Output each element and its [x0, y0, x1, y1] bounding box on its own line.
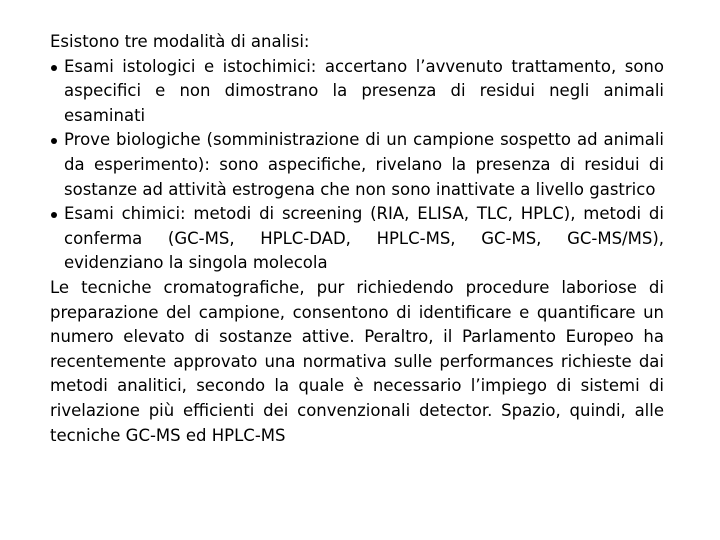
- slide-content: [50, 30, 664, 448]
- list-item: [50, 128, 664, 202]
- list-item: [50, 55, 664, 129]
- bullet-dot-icon: [51, 138, 57, 144]
- intro-text: Esistono tre modalità di analisi:: [50, 32, 310, 51]
- bullet-dot-icon: [51, 65, 57, 71]
- list-item-text: Esami chimici: metodi di screening (RIA, ELISA, TLC, HPLC), metodi di conferma (GC-MS, HPLC-DAD, HPLC-MS, GC-MS, GC-MS/MS), evidenziano la singola molecola: [64, 204, 664, 273]
- list-item: [50, 202, 664, 276]
- analysis-list: [50, 55, 664, 276]
- bullet-dot-icon: [51, 212, 57, 218]
- list-item-text: Esami istologici e istochimici: accertano l’avvenuto trattamento, sono aspecifici e non dimostrano la presenza di residui negli animali esaminati: [64, 56, 664, 125]
- list-item-text: Prove biologiche (somministrazione di un campione sospetto ad animali da esperimento): sono aspecifiche, rivelano la presenza di residui di sostanze ad attività estrogena che non sono inattivate a livello gastrico: [64, 130, 664, 199]
- body-paragraph: Le tecniche cromatografiche, pur richiedendo procedure laboriose di preparazione del campione, consentono di identificare e quantificare un numero elevato di sostanze attive. Peraltro, il Parlamento Europeo ha recentemente approvato una normativa sulle performances richieste dai metodi analitici, secondo la quale è necessario l’impiego di sistemi di rivelazione più efficienti dei convenzionali detector. Spazio, quindi, alle tecniche GC-MS ed HPLC-MS: [50, 277, 664, 445]
